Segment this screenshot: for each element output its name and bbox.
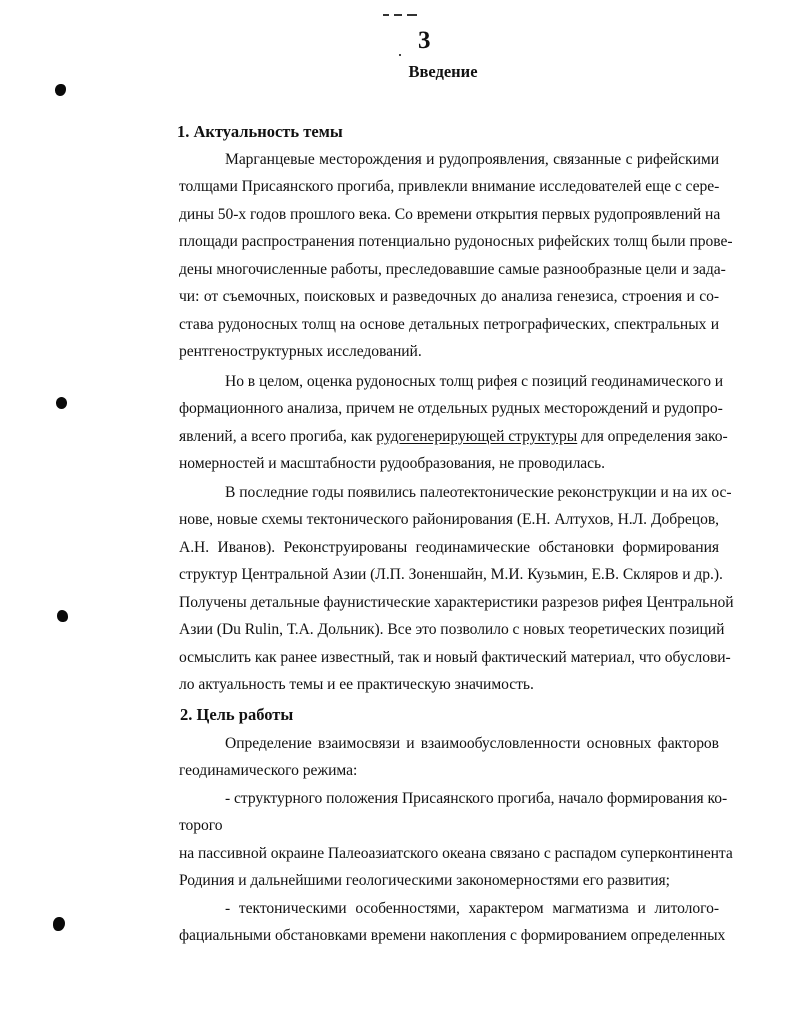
text-line: рентгеноструктурных исследований. <box>179 343 422 361</box>
text-line: на пассивной окраине Палеоазиатского океана связано с распадом суперконтинента <box>179 844 733 862</box>
text-line: Азии (Du Rulin, Т.А. Дольник). Все это позволило с новых теоретических позиций <box>179 621 725 639</box>
text-line: В последние годы появились палеотектонические реконструкции и на их ос- <box>225 484 732 501</box>
text-line: номерностей и масштабности рудообразования, не проводилась. <box>179 455 605 473</box>
text-line: Родиния и дальнейшими геологическими закономерностями его развития; <box>179 872 670 890</box>
text-line: Марганцевые месторождения и рудопроявления, связанные с рифейскими <box>225 151 719 168</box>
text-line <box>133 423 728 450</box>
paragraph-1-2 <box>133 368 728 478</box>
scan-blot <box>53 917 65 931</box>
text-line: фациальными обстановками времени накопления с формированием определенных <box>179 927 726 945</box>
paragraph-1-1 <box>133 146 733 366</box>
page-title: Введение <box>408 62 478 81</box>
text-line: структур Центральной Азии (Л.П. Зоненшайн, М.И. Кузьмин, Е.В. Скляров и др.). <box>179 566 723 584</box>
paragraph-1-3 <box>133 479 734 699</box>
scan-blot <box>57 610 68 622</box>
scan-blot <box>56 397 67 409</box>
section-heading-2: 2. Цель работы <box>180 705 294 724</box>
section-heading-1: 1. Актуальность темы <box>177 122 343 141</box>
text-line: дены многочисленные работы, преследовавшие самые разнообразные цели и зада- <box>179 260 726 278</box>
text-fragment: для определения зако- <box>581 427 728 445</box>
text-line: А.Н. Иванов). Реконструированы геодинамические обстановки формирования <box>179 538 719 556</box>
scan-mark <box>383 14 417 18</box>
text-line: чи: от съемочных, поисковых и разведочных до анализа генезиса, строения и со- <box>179 288 719 306</box>
text-line: геодинамического режима: <box>179 762 358 780</box>
text-line: площади распространения потенциально рудоносных рифейских толщ были прове- <box>179 233 733 251</box>
text-fragment: явлений, а всего прогиба, как <box>179 427 373 445</box>
text-line: толщами Присаянского прогиба, привлекли внимание исследователей еще с сере- <box>179 178 720 196</box>
text-line: - структурного положения Присаянского прогиба, начало формирования ко- <box>225 789 728 807</box>
text-line: торого <box>179 817 223 835</box>
text-line: - тектоническими особенностями, характером магматизма и литолого- <box>225 899 719 917</box>
page-number: 3 <box>418 27 431 54</box>
text-line: става рудоносных толщ на основе детальных петрографических, спектральных и <box>179 315 719 333</box>
text-line: Но в целом, оценка рудоносных толщ рифея с позиций геодинамического и <box>225 373 724 390</box>
text-line: формационного анализа, причем не отдельных рудных месторождений и рудопро- <box>179 400 723 418</box>
text-line: дины 50-х годов прошлого века. Со времени открытия первых рудопроявлений на <box>179 205 721 223</box>
text-line: нове, новые схемы тектонического районирования (Е.Н. Алтухов, Н.Л. Добрецов, <box>179 511 719 529</box>
text-line: осмыслить как ранее известный, так и новый фактический материал, что обуслови- <box>179 648 731 666</box>
scan-blot <box>55 84 66 96</box>
text-line: ло актуальность темы и ее практическую значимость. <box>179 676 534 694</box>
text-line: Определение взаимосвязи и взаимообусловленности основных факторов <box>225 735 719 752</box>
scan-speck <box>399 54 401 56</box>
text-line: Получены детальные фаунистические характеристики разрезов рифея Центральной <box>179 593 734 611</box>
underlined-term: рудогенерирующей структуры <box>376 427 578 445</box>
paragraph-2-1 <box>133 730 733 950</box>
